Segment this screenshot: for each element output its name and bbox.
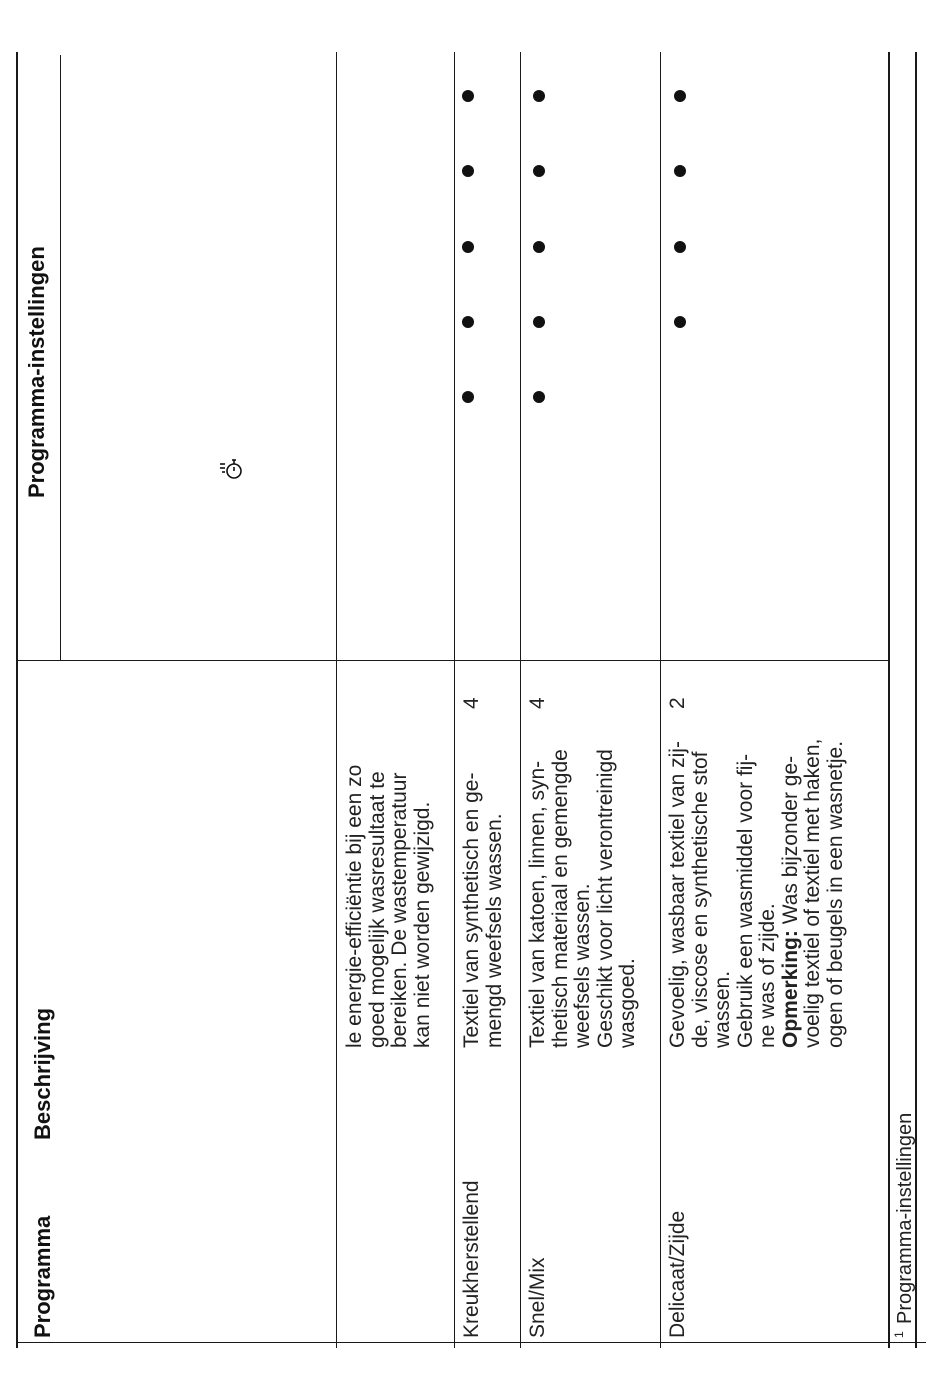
setting-available-dot (533, 90, 545, 102)
setting-available-dot (674, 165, 686, 177)
program-name: Delicaat/Zijde (666, 1210, 689, 1338)
table-bottom-border (16, 1342, 926, 1343)
description-cell: Textiel van katoen, linnen, syn- thetisch materiaal en gemengde weefsels wassen. Geschikt voor licht verontreinigd wasgoed. (526, 749, 639, 1048)
setting-available-dot (462, 316, 474, 328)
row-divider (454, 52, 455, 1348)
setting-available-dot (462, 241, 474, 253)
setting-available-dot (533, 391, 545, 403)
setting-available-dot (533, 241, 545, 253)
setting-available-dot (533, 165, 545, 177)
footnote-mark: 1 (892, 1331, 906, 1338)
footnote-text: Programma-instellingen (894, 1112, 916, 1324)
program-name: Snel/Mix (526, 1257, 549, 1338)
capacity-value: 4 (460, 697, 483, 709)
setting-available-dot (462, 165, 474, 177)
header-programma: Programma (30, 1215, 55, 1338)
column-divider (16, 660, 888, 661)
header-programma-instellingen: Programma-instellingen (24, 246, 49, 498)
description-cell: Gevoelig, wasbaar textiel van zij- de, viscose en synthetische stof wassen. Gebruik een wasmiddel voor fij- ne was of zijde. Opmerking: Was bijzonder ge- voelig textiel of textiel met haken, ogen of beugels in een wasnetje. (666, 738, 847, 1048)
setting-available-dot (674, 316, 686, 328)
footnote (894, 1113, 917, 1338)
fast-timer-icon (214, 450, 254, 490)
table-border-left (16, 52, 18, 1348)
description-cell: le energie-efficiëntie bij een zo goed mogelijk wasresultaat te bereiken. De wastemperatuur kan niet worden gewijzigd. (343, 764, 434, 1048)
setting-available-dot (674, 241, 686, 253)
program-name: Kreukherstellend (460, 1180, 483, 1338)
setting-available-dot (533, 316, 545, 328)
settings-header-divider (60, 55, 61, 660)
row-divider (336, 52, 337, 1348)
note-label: Opmerking: (778, 930, 802, 1048)
setting-available-dot (462, 391, 474, 403)
capacity-value: 4 (526, 697, 549, 709)
table-border-right (888, 52, 890, 1348)
setting-available-dot (462, 90, 474, 102)
description-cell: Textiel van synthetisch en ge- mengd weefsels wassen. (460, 772, 506, 1048)
capacity-value: 2 (666, 697, 689, 709)
header-beschrijving: Beschrijving (30, 1007, 55, 1140)
row-divider (520, 52, 521, 1348)
setting-available-dot (674, 90, 686, 102)
row-divider (660, 52, 661, 1348)
